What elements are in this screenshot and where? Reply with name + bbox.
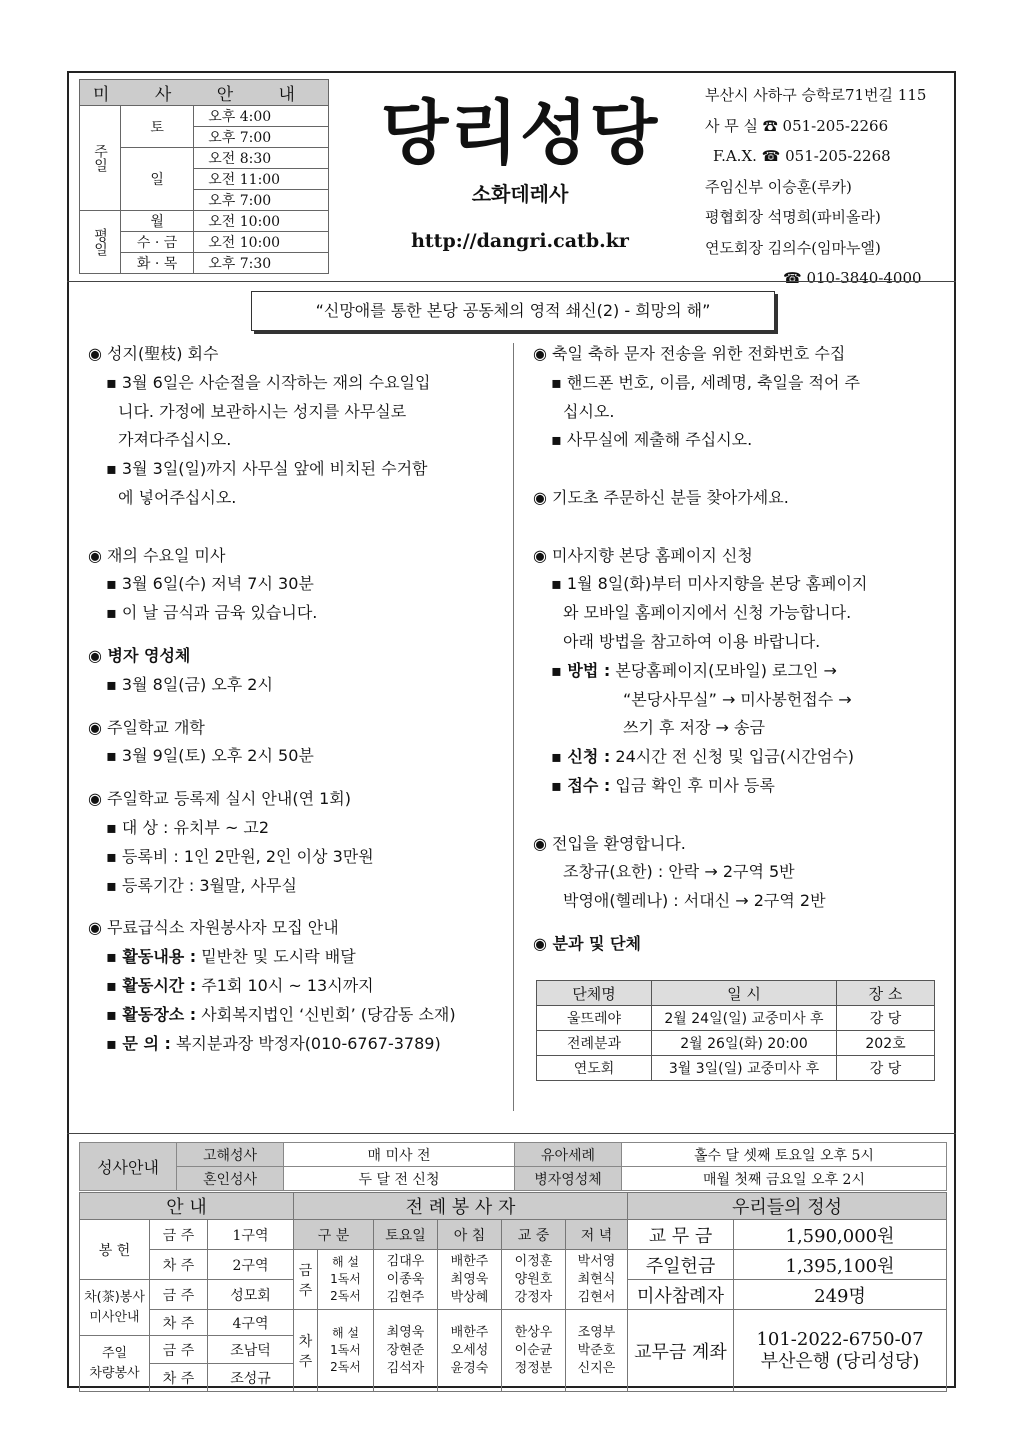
bullet-text: “본당사무실” → 미사봉헌접수 →: [623, 689, 852, 709]
next-week-label: 차 주: [294, 1310, 318, 1392]
section-title: ◉ 기도초 주문하신 분들 찾아가세요.: [533, 487, 789, 507]
volunteer-name: 배한주: [450, 1324, 489, 1340]
bullet-item: [533, 657, 948, 686]
bullet-item: [88, 1030, 508, 1059]
bullet-text: ▪ 3월 9일(토) 오후 2시 50분: [106, 746, 314, 766]
sacraments-table: [79, 1142, 947, 1191]
bullet-value: 입금 확인 후 미사 등록: [610, 775, 775, 795]
volunteer-name: 김현서: [577, 1289, 616, 1305]
transfer-line: 조창규(요한) : 안락 → 2구역 5반: [563, 862, 795, 882]
volunteer-cell: [566, 1310, 628, 1392]
fax-number: F.A.X. ☎ 051-205-2268: [713, 147, 891, 165]
table-cell: 2월 24일(일) 교중미사 후: [652, 1006, 837, 1031]
bullet-text: ▪ 대 상 : 유치부 ~ 고2: [106, 817, 270, 837]
next-week-label: 차 주: [150, 1310, 208, 1336]
mass-time: 오전 10:00: [194, 211, 329, 232]
this-week-label: 금 주: [150, 1220, 208, 1250]
mass-time: 오전 11:00: [194, 169, 329, 190]
guide-group-line: 차(茶)봉사: [84, 1289, 145, 1305]
bullet-text: ▪ 3월 3일(일)까지 사무실 앞에 비치된 수거함: [106, 459, 428, 479]
right-column: [533, 340, 948, 959]
bullet-key: ▪ 활동내용 :: [106, 947, 197, 967]
guide-group: 봉 헌: [80, 1220, 150, 1280]
guide-group-line: 미사안내: [89, 1309, 140, 1325]
volunteer-name: 김현주: [386, 1289, 425, 1305]
bullet-key: ▪ 접수 :: [551, 775, 611, 795]
role-list: [318, 1250, 374, 1310]
mass-day: 일: [121, 148, 194, 211]
role-label: 2독서: [330, 1360, 361, 1374]
bullet-text: ▪ 이 날 금식과 금육 있습니다.: [106, 603, 318, 623]
guide-group: [80, 1336, 150, 1392]
section-title: ◉ 분과 및 단체: [533, 933, 641, 953]
table-cell: 고해성사: [177, 1143, 284, 1167]
groups-table: [536, 980, 935, 1081]
guide-value: 성모회: [208, 1280, 294, 1310]
volunteer-cell: [438, 1250, 502, 1310]
volunteer-name: 한상우: [514, 1324, 553, 1340]
bullet-key: ▪ 문 의 :: [106, 1033, 171, 1053]
bullet-value: 밑반찬 및 도시락 배달: [196, 947, 356, 967]
liturgy-col-header: 구 분: [294, 1220, 374, 1250]
divider: [67, 281, 956, 282]
volunteer-cell: [374, 1250, 438, 1310]
bullet-value: 본당홈페이지(모바일) 로그인 →: [610, 660, 837, 680]
bullet-value: 사회복지법인 ‘신빈회’ (당감동 소재): [196, 1004, 456, 1024]
table-cell: 강 당: [837, 1056, 935, 1081]
volunteer-name: 최영욱: [386, 1324, 425, 1340]
volunteer-name: 윤경숙: [450, 1360, 489, 1376]
bullet-item: [533, 743, 948, 772]
this-week-label: 금 주: [294, 1250, 318, 1310]
role-list: [318, 1310, 374, 1392]
ydo-president: 연도회장 김의수(임마누엘): [705, 238, 881, 257]
volunteer-name: 강정자: [514, 1289, 553, 1305]
volunteer-name: 이정훈: [514, 1253, 553, 1269]
table-row: [537, 1031, 935, 1056]
volunteer-name: 오세성: [450, 1342, 489, 1358]
guide-value: 2구역: [208, 1250, 294, 1280]
volunteer-name: 김대우: [386, 1253, 425, 1269]
mass-time: 오전 10:00: [194, 232, 329, 253]
section-title: ◉ 병자 영성체: [88, 645, 191, 665]
bullet-text: ▪ 등록기간 : 3월말, 사무실: [106, 875, 297, 895]
pastor: 주임신부 이승훈(루카): [705, 177, 852, 196]
church-info: [705, 80, 950, 294]
bullet-key: ▪ 신청 :: [551, 747, 611, 767]
bullet-text: ▪ 3월 6일(수) 저녁 7시 30분: [106, 574, 314, 594]
sacraments-label: 성사안내: [80, 1143, 177, 1191]
mass-day: 토: [121, 106, 194, 148]
guide-group-line: 주일: [101, 1345, 128, 1361]
volunteer-name: 박준호: [577, 1342, 616, 1358]
liturgy-col-header: 아 침: [438, 1220, 502, 1250]
bullet-text: 와 모바일 홈페이지에서 신청 가능합니다.: [563, 603, 852, 623]
bullet-key: ▪ 활동시간 :: [106, 975, 197, 995]
volunteer-cell: [438, 1310, 502, 1392]
mass-schedule-title: 미 사 안 내: [80, 80, 329, 106]
table-cell: 병자영성체: [515, 1167, 622, 1191]
role-label: 2독서: [330, 1289, 361, 1303]
section-title: ◉ 주일학교 개학: [88, 717, 205, 737]
section-title: ◉ 전입을 환영합니다.: [533, 833, 686, 853]
table-cell: 연도회: [537, 1056, 652, 1081]
section-title: ◉ 성지(聖枝) 회수: [88, 344, 219, 363]
bullet-item: [88, 972, 508, 1001]
table-cell: 매월 첫째 금요일 오후 2시: [622, 1167, 947, 1191]
offering-key: 주일헌금: [628, 1250, 734, 1280]
bullet-text: ▪ 사무실에 제출해 주십시오.: [551, 430, 753, 450]
offering-key: 교무금 계좌: [628, 1310, 734, 1392]
sunday-label: 주일: [80, 106, 121, 211]
volunteer-name: 조영부: [577, 1324, 616, 1340]
guide-value: 1구역: [208, 1220, 294, 1250]
bullet-text: ▪ 3월 8일(금) 오후 2시: [106, 674, 273, 694]
table-cell: 202호: [837, 1031, 935, 1056]
bullet-text: 아래 방법을 참고하여 이용 바랍니다.: [563, 631, 821, 651]
role-label: 1독서: [330, 1343, 361, 1357]
bullet-value: 주1회 10시 ~ 13시까지: [196, 975, 374, 995]
account-number: 101-2022-6750-07: [756, 1328, 924, 1350]
mass-time: 오후 7:00: [194, 127, 329, 148]
bullet-item: [533, 772, 948, 801]
mass-day: 수 · 금: [121, 232, 194, 253]
role-label: 해 설: [332, 1326, 359, 1340]
volunteer-name: 정정분: [514, 1360, 553, 1376]
role-label: 1독서: [330, 1272, 361, 1286]
bullet-text: 가져다주십시오.: [118, 430, 232, 450]
yearly-theme: “신망애를 통한 본당 공동체의 영적 쇄신(2) - 희망의 해”: [251, 291, 775, 331]
office-phone: 사 무 실 ☎ 051-205-2266: [705, 116, 889, 135]
bullet-item: [88, 1001, 508, 1030]
council-president: 평협회장 석명희(파비올라): [705, 208, 881, 226]
table-cell: 유아세례: [515, 1143, 622, 1167]
guide-header: 안 내: [80, 1193, 294, 1220]
bullet-text: 에 넣어주십시오.: [118, 487, 237, 507]
volunteer-name: 박서영: [577, 1253, 616, 1269]
table-row: [537, 1056, 935, 1081]
mass-day: 월: [121, 211, 194, 232]
guide-value: 조남덕: [208, 1336, 294, 1364]
guide-group: [80, 1280, 150, 1336]
bullet-text: 니다. 가정에 보관하시는 성지를 사무실로: [118, 401, 407, 421]
liturgy-col-header: 토요일: [374, 1220, 438, 1250]
column-divider: [513, 343, 514, 1111]
guide-group-line: 차량봉사: [89, 1365, 140, 1381]
volunteer-cell: [502, 1310, 566, 1392]
bullet-text: ▪ 3월 6일은 사순절을 시작하는 재의 수요일입: [106, 372, 431, 392]
bullet-text: ▪ 핸드폰 번호, 이름, 세례명, 축일을 적어 주: [551, 372, 860, 392]
offering-value: 1,590,000원: [734, 1220, 947, 1250]
section-title: ◉ 주일학교 등록제 실시 안내(연 1회): [88, 789, 351, 809]
mass-time: 오후 4:00: [194, 106, 329, 127]
table-cell: 혼인성사: [177, 1167, 284, 1191]
table-cell: 전례분과: [537, 1031, 652, 1056]
volunteer-cell: [566, 1250, 628, 1310]
bullet-key: ▪ 활동장소 :: [106, 1004, 197, 1024]
guide-value: 조성규: [208, 1364, 294, 1392]
offering-value: 249명: [734, 1280, 947, 1310]
mass-time: 오후 7:00: [194, 190, 329, 211]
this-week-label: 금 주: [150, 1336, 208, 1364]
bullet-text: ▪ 등록비 : 1인 2만원, 2인 이상 3만원: [106, 846, 374, 866]
service-table: [79, 1192, 947, 1392]
volunteer-name: 장현준: [386, 1342, 425, 1358]
bullet-value: 24시간 전 신청 및 입금(시간엄수): [610, 747, 855, 767]
table-cell: 매 미사 전: [284, 1143, 515, 1167]
transfer-line: 박영애(헬레나) : 서대신 → 2구역 2반: [563, 891, 826, 911]
role-label: 해 설: [332, 1255, 359, 1269]
bullet-text: ▪ 1월 8일(화)부터 미사지향을 본당 홈페이지: [551, 574, 868, 594]
volunteer-cell: [374, 1310, 438, 1392]
church-title: 당리성당: [380, 92, 660, 174]
liturgy-col-header: 저 녁: [566, 1220, 628, 1250]
table-cell: 강 당: [837, 1006, 935, 1031]
bullet-item: [88, 943, 508, 972]
table-cell: 울뜨레야: [537, 1006, 652, 1031]
volunteer-name: 양원호: [514, 1271, 553, 1287]
church-subtitle: 소화데레사: [471, 182, 569, 206]
offering-key: 미사참례자: [628, 1280, 734, 1310]
table-cell: 3월 3일(일) 교중미사 후: [652, 1056, 837, 1081]
volunteer-name: 박상혜: [450, 1289, 489, 1305]
mass-day: 화 · 목: [121, 253, 194, 274]
bullet-value: 복지분과장 박정자(010-6767-3789): [170, 1033, 441, 1053]
volunteer-name: 이종욱: [386, 1271, 425, 1287]
volunteer-name: 최현식: [577, 1271, 616, 1287]
account-bank: 부산은행 (당리성당): [760, 1350, 920, 1372]
table-cell: 홀수 달 셋째 토요일 오후 5시: [622, 1143, 947, 1167]
table-header: 일 시: [652, 981, 837, 1006]
bullet-key: ▪ 방법 :: [551, 660, 611, 680]
table-header: 장 소: [837, 981, 935, 1006]
weekday-label: 평일: [80, 211, 121, 274]
address: 부산시 사하구 승학로71번길 115: [705, 86, 927, 104]
table-row: [537, 1006, 935, 1031]
bullet-text: 쓰기 후 저장 → 송금: [623, 718, 765, 738]
divider: [67, 1133, 956, 1134]
volunteer-cell: [502, 1250, 566, 1310]
volunteer-name: 김석자: [386, 1360, 425, 1376]
offering-value: 1,395,100원: [734, 1250, 947, 1280]
volunteer-name: 배한주: [450, 1253, 489, 1269]
this-week-label: 금 주: [150, 1280, 208, 1310]
liturgy-col-header: 교 중: [502, 1220, 566, 1250]
bullet-text: 십시오.: [563, 401, 615, 421]
volunteer-name: 신지은: [577, 1360, 616, 1376]
offering-header: 우리들의 정성: [628, 1193, 947, 1220]
table-cell: 두 달 전 신청: [284, 1167, 515, 1191]
table-cell: 2월 26일(화) 20:00: [652, 1031, 837, 1056]
next-week-label: 차 주: [150, 1364, 208, 1392]
liturgy-header: 전 례 봉 사 자: [294, 1193, 628, 1220]
volunteer-name: 최영욱: [450, 1271, 489, 1287]
next-week-label: 차 주: [150, 1250, 208, 1280]
section-title: ◉ 무료급식소 자원봉사자 모집 안내: [88, 918, 339, 938]
mass-time: 오전 8:30: [194, 148, 329, 169]
offering-key: 교 무 금: [628, 1220, 734, 1250]
mass-time: 오후 7:30: [194, 253, 329, 274]
ydo-phone: ☎ 010-3840-4000: [783, 269, 922, 287]
church-url-link[interactable]: http://dangri.catb.kr: [411, 230, 629, 252]
section-title: ◉ 재의 수요일 미사: [88, 545, 226, 565]
mass-schedule-table: [79, 79, 329, 274]
left-column: [88, 340, 508, 1058]
table-header: 단체명: [537, 981, 652, 1006]
section-title: ◉ 축일 축하 문자 전송을 위한 전화번호 수집: [533, 344, 846, 363]
guide-value: 4구역: [208, 1310, 294, 1336]
account-cell: [734, 1310, 947, 1392]
section-title: ◉ 미사지향 본당 홈페이지 신청: [533, 545, 753, 565]
volunteer-name: 이순균: [514, 1342, 553, 1358]
